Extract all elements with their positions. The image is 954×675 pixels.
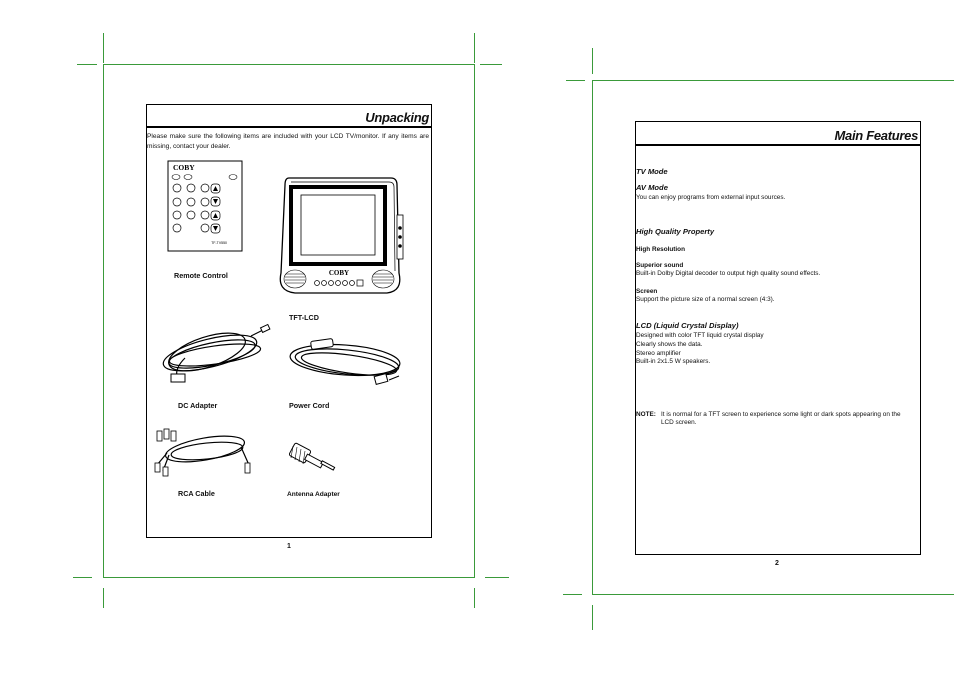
page-title: Unpacking	[365, 110, 429, 125]
page-number: 1	[287, 543, 291, 550]
power-cord-illustration	[285, 330, 415, 395]
crop-mark	[592, 605, 593, 630]
crop-mark	[77, 64, 97, 65]
remote-control-illustration	[167, 160, 243, 252]
high-res: High Resolution	[636, 246, 685, 253]
note-text-2: LCD screen.	[661, 419, 697, 426]
crop-mark	[566, 80, 585, 81]
label-power-cord: Power Cord	[289, 401, 330, 410]
title-rule	[636, 144, 920, 146]
av-mode-desc: You can enjoy programs from external input sources.	[636, 194, 786, 201]
superior-sound: Superior sound	[636, 262, 684, 269]
lcd-line: Built-in 2x1.5 W speakers.	[636, 358, 711, 365]
lcd-line: Clearly shows the data.	[636, 341, 703, 348]
crop-mark	[563, 594, 582, 595]
note-text: It is normal for a TFT screen to experience some light or dark spots appearing on the	[661, 411, 901, 418]
tft-lcd-illustration	[273, 173, 407, 301]
tv-brand: COBY	[328, 269, 350, 277]
remote-model: TF-TV550	[211, 241, 227, 245]
intro-text: Please make sure the following items are included with your LCD TV/monitor. If any items are missing, contact your dealer.	[147, 133, 429, 150]
crop-mark	[474, 588, 475, 608]
crop-mark	[480, 64, 502, 65]
tv-mode-heading: TV Mode	[636, 167, 668, 176]
crop-mark	[485, 577, 509, 578]
title-rule	[147, 126, 431, 128]
label-rca-cable: RCA Cable	[178, 489, 215, 498]
unpacking-panel	[146, 104, 432, 538]
lcd-line: Stereo amplifier	[636, 350, 681, 357]
lcd-line: Designed with color TFT liquid crystal display	[636, 332, 764, 339]
remote-brand: COBY	[173, 163, 195, 172]
hq-heading: High Quality Property	[636, 227, 715, 236]
page-title: Main Features	[834, 128, 918, 143]
note-label: NOTE:	[636, 411, 656, 418]
antenna-adapter-illustration	[283, 440, 343, 480]
page-number: 2	[775, 560, 779, 567]
main-features-panel	[635, 121, 921, 555]
dc-adapter-illustration	[155, 318, 275, 388]
label-remote-control: Remote Control	[174, 271, 228, 280]
av-mode-heading: AV Mode	[636, 183, 668, 192]
lcd-heading: LCD (Liquid Crystal Display)	[636, 321, 739, 330]
screen-heading: Screen	[636, 288, 658, 295]
crop-mark	[103, 33, 104, 63]
crop-mark	[474, 33, 475, 63]
crop-mark	[73, 577, 92, 578]
rca-cable-illustration	[153, 425, 257, 477]
label-tft-lcd: TFT-LCD	[289, 313, 319, 322]
label-antenna-adapter: Antenna Adapter	[287, 491, 340, 498]
screen-desc: Support the picture size of a normal screen (4:3).	[636, 296, 775, 303]
crop-mark	[592, 48, 593, 74]
crop-mark	[103, 588, 104, 608]
superior-desc: Built-in Dolby Digital decoder to output high quality sound effects.	[636, 270, 821, 277]
label-dc-adapter: DC Adapter	[178, 401, 218, 410]
